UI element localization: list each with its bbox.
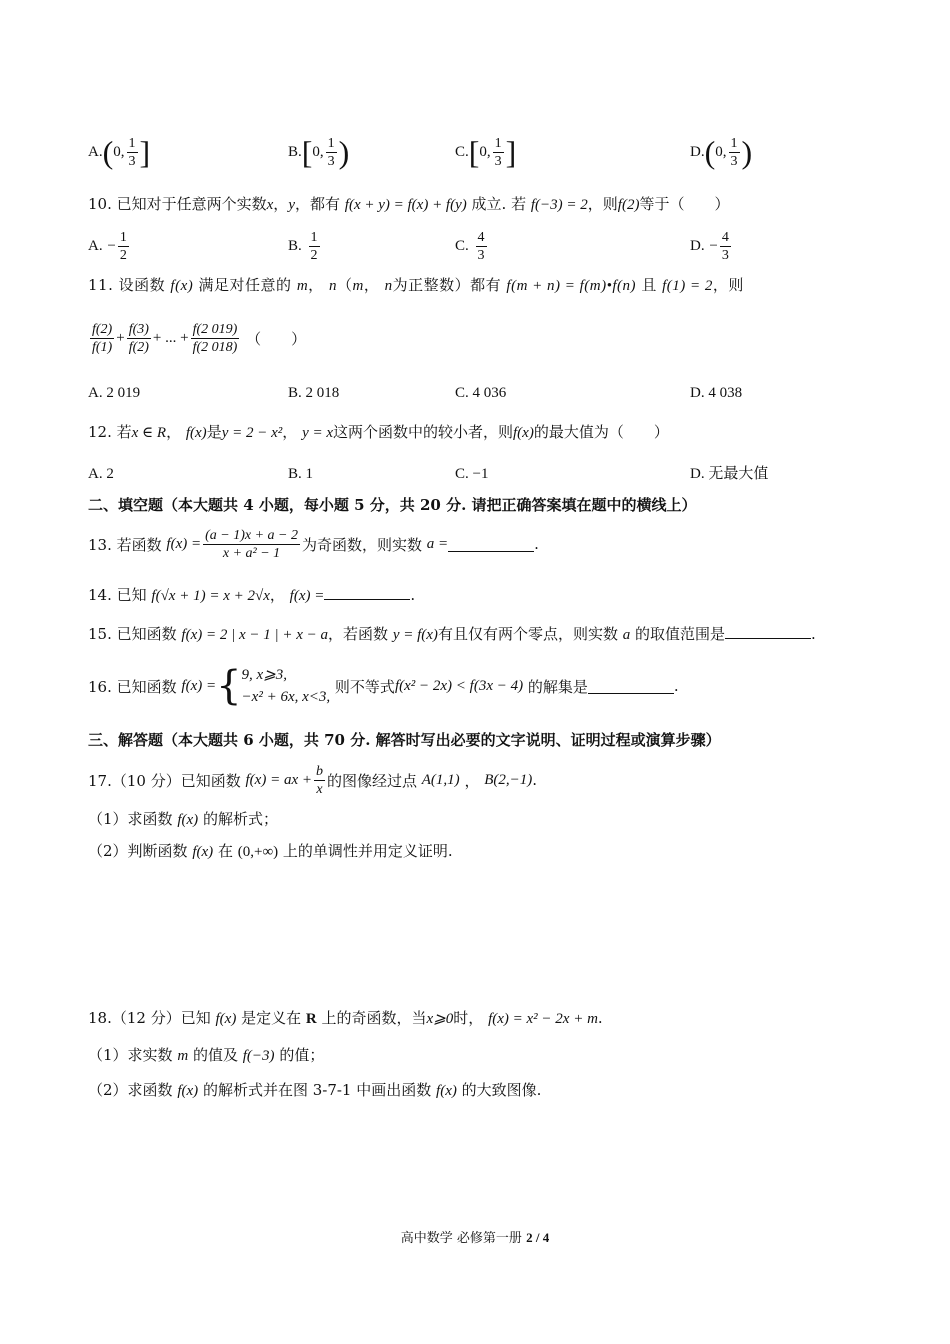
answer-blank[interactable] — [448, 537, 534, 552]
fraction: $\frac{b}{x}$ — [315, 763, 323, 797]
fraction: $\frac{1}{2}$ — [119, 229, 127, 263]
q10-option-b: B. $\frac{1}{2}$ — [288, 229, 318, 263]
q12-option-c: C. −1 — [455, 466, 489, 482]
question-17-part-1: （1）求函数 f(x) 的解析式； — [88, 810, 278, 828]
q12-option-d: D. 无最大值 — [690, 466, 769, 482]
q11-option-c: C. 4 036 — [455, 385, 507, 401]
q10-option-a: A. − $\frac{1}{2}$ — [88, 229, 127, 263]
question-17-part-2: （2）判断函数 f(x) 在 (0,+∞) 上的单调性并用定义证明. — [88, 842, 453, 860]
left-brace: { — [216, 663, 242, 709]
fraction: $\frac{1}{3}$ — [327, 135, 335, 169]
fraction: $\frac{1}{3}$ — [494, 135, 502, 169]
fraction: $\frac{(a - 1)x + a - 2}{\text{x + a² − 1}}$ — [205, 527, 298, 561]
q9-option-d: D. ( 0, $\frac{1}{3}$ ) — [690, 134, 753, 170]
close-paren: ) — [338, 134, 350, 170]
page-number: 2 / 4 — [526, 1230, 550, 1245]
fraction: $\frac{f(3)}{f(2)}$ — [128, 321, 149, 355]
q9-option-c: C. [ 0, $\frac{1}{3}$ ] — [455, 134, 517, 170]
question-18-stem: 18.（12 分）已知 f(x) 是定义在 R 上的奇函数，当x⩾0时， f(x) = x² − 2x + m. — [88, 1009, 603, 1027]
q10-option-c: C. $\frac{4}{3}$ — [455, 229, 485, 263]
page-footer — [0, 1228, 950, 1249]
close-bracket: ] — [505, 134, 517, 170]
answer-blank[interactable] — [725, 624, 811, 639]
question-12-stem: 12. 若x ∈ R， f(x)是y = 2 − x²， y = x这两个函数中的较小者，则f(x)的最大值为（ ） — [88, 423, 669, 441]
q11-option-b: B. 2 018 — [288, 385, 340, 401]
q10-option-d: D. − $\frac{4}{3}$ — [690, 229, 729, 263]
question-11-stem: 11. 设函数 f(x) 满足对任意的 m， n（m， n为正整数）都有 f(m + n) = f(m)•f(n) 且 f(1) = 2，则 — [88, 276, 744, 294]
q12-option-a: A. 2 — [88, 466, 114, 482]
open-paren: ( — [102, 134, 114, 170]
question-13: 13. 若函数 f(x) = $\frac{(a - 1)x + a - 2}{\text{x + a² − 1}}$ 为奇函数，则实数 a = . — [88, 527, 539, 561]
question-17-stem: 17.（10 分）已知函数 f(x) = ax + $\frac{b}{x}$ 的图像经过点 A(1,1) ， B(2,−1) . — [88, 763, 538, 797]
fraction: $\frac{1}{2}$ — [310, 229, 318, 263]
q9-option-a: A. ( 0, $\frac{1}{3}$ ] — [88, 134, 151, 170]
question-15: 15. 已知函数 f(x) = 2 | x − 1 | + x − a，若函数 y = f(x)有且仅有两个零点，则实数 a 的取值范围是 . — [88, 625, 816, 643]
fraction: $\frac{4}{3}$ — [721, 229, 729, 263]
open-bracket: [ — [301, 134, 313, 170]
q11-option-d: D. 4 038 — [690, 385, 743, 401]
section-heading-answer: 三、解答题（本大题共 6 小题，共 70 分. 解答时写出必要的文字说明、证明过程或演算步骤） — [88, 731, 721, 749]
question-14: 14. 已知 f(√x + 1) = x + 2√x， f(x) = . — [88, 586, 416, 604]
question-10-stem: 10. 已知对于任意两个实数x，y，都有 f(x + y) = f(x) + f(y) 成立. 若 f(−3) = 2，则f(2)等于（ ） — [88, 195, 730, 213]
answer-blank[interactable] — [588, 679, 674, 694]
question-11-expression: $\frac{f(2)}{f(1)}$ + $\frac{f(3)}{f(2)}$ + ... + $\frac{f(2 019)}{f(2 018)}$ （ ） — [92, 321, 307, 355]
q9-option-b: B. [ 0, $\frac{1}{3}$ ) — [288, 134, 350, 170]
open-bracket: [ — [468, 134, 480, 170]
q12-option-b: B. 1 — [288, 466, 314, 482]
answer-blank[interactable] — [324, 585, 410, 600]
question-18-part-1: （1）求实数 m 的值及 f(−3) 的值； — [88, 1046, 325, 1064]
fraction: $\frac{1}{3}$ — [128, 135, 136, 169]
question-18-part-2: （2）求函数 f(x) 的解析式并在图 3-7-1 中画出函数 f(x) 的大致图像. — [88, 1081, 542, 1099]
question-16: 16. 已知函数 f(x) = { 9, x⩾3, −x² + 6x, x<3, 则不等式 f(x² − 2x) < f(3x − 4) 的解集是 . — [88, 663, 679, 709]
section-heading-fill-in: 二、填空题（本大题共 4 小题，每小题 5 分，共 20 分. 请把正确答案填在题中的横线上） — [88, 496, 697, 514]
fraction: $\frac{4}{3}$ — [477, 229, 485, 263]
open-paren: ( — [704, 134, 716, 170]
footer-text: 高中数学 必修第一册 — [400, 1231, 522, 1246]
fraction: $\frac{f(2)}{f(1)}$ — [92, 321, 113, 355]
fraction: $\frac{f(2 019)}{f(2 018)}$ — [192, 321, 238, 355]
fraction: $\frac{1}{3}$ — [730, 135, 738, 169]
close-paren: ) — [741, 134, 753, 170]
piecewise-cases: 9, x⩾3, −x² + 6x, x<3, — [241, 667, 331, 705]
q11-option-a: A. 2 019 — [88, 385, 141, 401]
close-bracket: ] — [139, 134, 151, 170]
